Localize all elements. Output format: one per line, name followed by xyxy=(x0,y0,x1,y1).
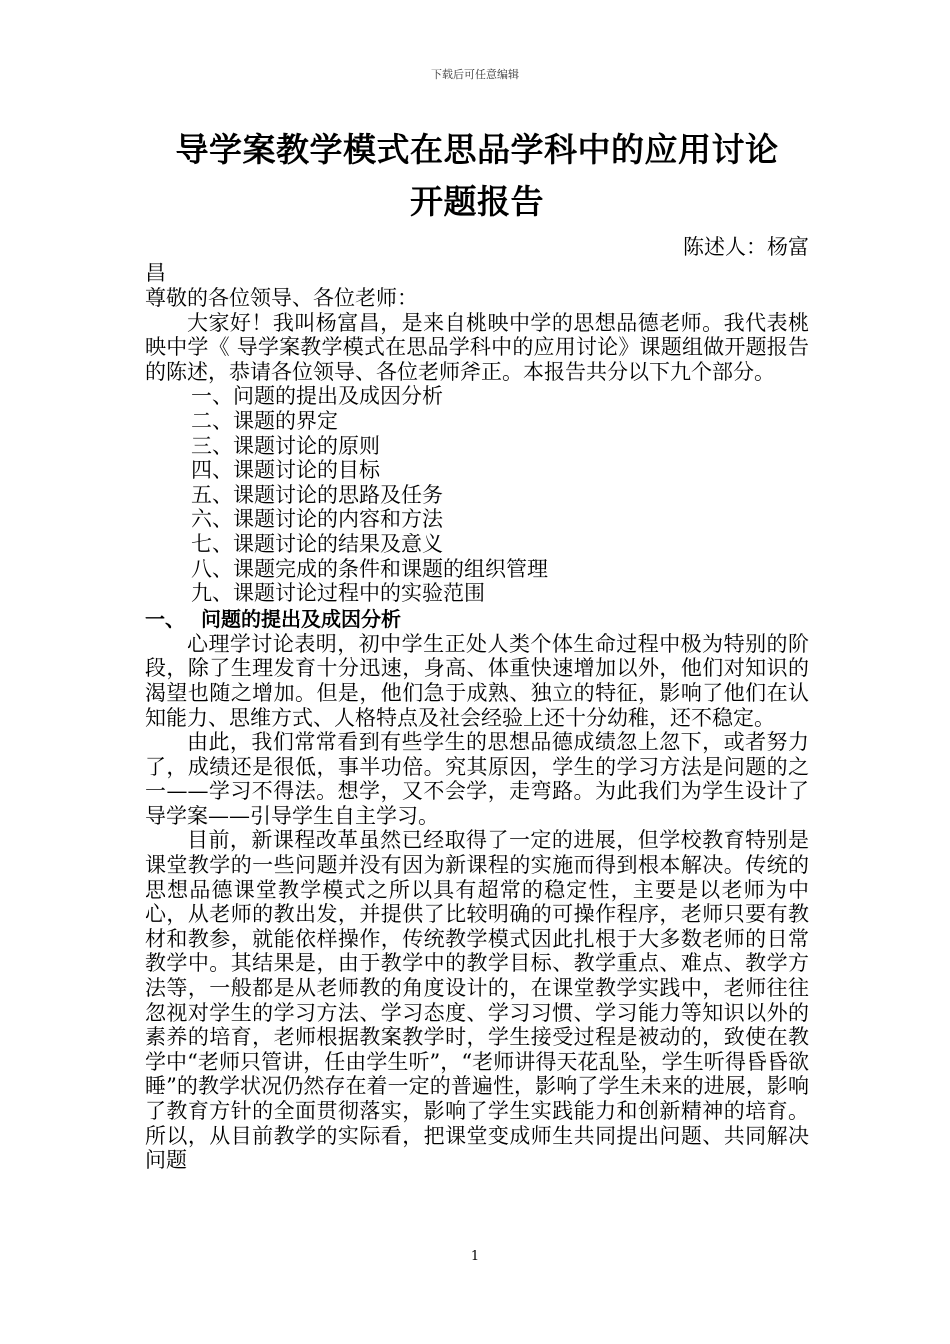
reporter-line-1: 陈述人：杨富 xyxy=(683,235,809,259)
toc-item: 六、课题讨论的内容和方法 xyxy=(191,507,443,532)
document-body xyxy=(145,124,809,1173)
toc-item: 九、课题讨论过程中的实验范围 xyxy=(191,581,485,606)
header-note: 下载后可任意编辑 xyxy=(431,68,519,81)
toc-item: 三、课题讨论的原则 xyxy=(191,433,380,458)
title-line-1: 导学案教学模式在思品学科中的应用讨论 xyxy=(175,130,779,169)
table-of-contents xyxy=(145,384,809,605)
toc-item: 七、课题讨论的结果及意义 xyxy=(191,531,443,556)
document-title xyxy=(145,124,809,228)
salutation: 尊敬的各位领导、各位老师： xyxy=(145,286,418,310)
body-paragraph: 由此，我们常常看到有些学生的思想品德成绩忽上忽下，或者努力了，成绩还是很低，事半功倍。究其原因，学生的学习方法是问题的之一——学习不得法。想学，又不会学，走弯路。为此我们为学生设计了导学案——引导学生自主学习。 xyxy=(145,730,809,828)
body-paragraph: 目前，新课程改革虽然已经取得了一定的进展，但学校教育特别是课堂教学的一些问题并没有因为新课程的实施而得到根本解决。传统的思想品德课堂教学模式之所以具有超常的稳定性，主要是以老师为中心，从老师的教出发，并提供了比较明确的可操作程序，老师只要有教材和教参，就能依样操作，传统教学模式因此扎根于大多数老师的日常教学中。其结果是，由于教学中的教学目标、教学重点、难点、教学方法等，一般都是从老师教的角度设计的，在课堂教学实践中，老师往往忽视对学生的学习方法、学习态度、学习习惯、学习能力等知识以外的素养的培育，老师根据教案教学时，学生接受过程是被动的，致使在教学中“老师只管讲，任由学生听”，“老师讲得天花乱坠，学生听得昏昏欲睡”的教学状况仍然存在着一定的普遍性，影响了学生未来的进展，影响了教育方针的全面贯彻落实，影响了学生实践能力和创新精神的培育。所以，从目前教学的实际看，把课堂变成师生共同提出问题、共同解决问题 xyxy=(145,828,809,1173)
toc-item: 二、课题的界定 xyxy=(191,408,338,433)
title-line-2: 开题报告 xyxy=(410,182,544,221)
toc-item: 五、课题讨论的思路及任务 xyxy=(191,482,443,507)
intro-paragraph: 大家好！我叫杨富昌，是来自桃映中学的思想品德老师。我代表桃映中学《 导学案教学模式在思品学科中的应用讨论》课题组做开题报告的陈述，恭请各位领导、各位老师斧正。本报告共分以下九个部分。 xyxy=(145,310,809,384)
reporter-line-2: 昌 xyxy=(145,261,166,285)
toc-item: 四、课题讨论的目标 xyxy=(191,458,380,483)
body-paragraph: 心理学讨论表明，初中学生正处人类个体生命过程中极为特别的阶段，除了生理发育十分迅速，身高、体重快速增加以外，他们对知识的渴望也随之增加。但是，他们急于成熟、独立的特征，影响了他们在认知能力、思维方式、人格特点及社会经验上还十分幼稚，还不稳定。 xyxy=(145,631,809,730)
section-title: 问题的提出及成因分析 xyxy=(201,606,401,631)
toc-item: 八、课题完成的条件和课题的组织管理 xyxy=(191,556,548,581)
section-heading xyxy=(145,607,809,632)
reporter-block xyxy=(145,234,809,286)
section-number: 一、 xyxy=(145,606,185,631)
page-number: 1 xyxy=(470,1249,480,1264)
toc-item: 一、问题的提出及成因分析 xyxy=(191,384,443,409)
